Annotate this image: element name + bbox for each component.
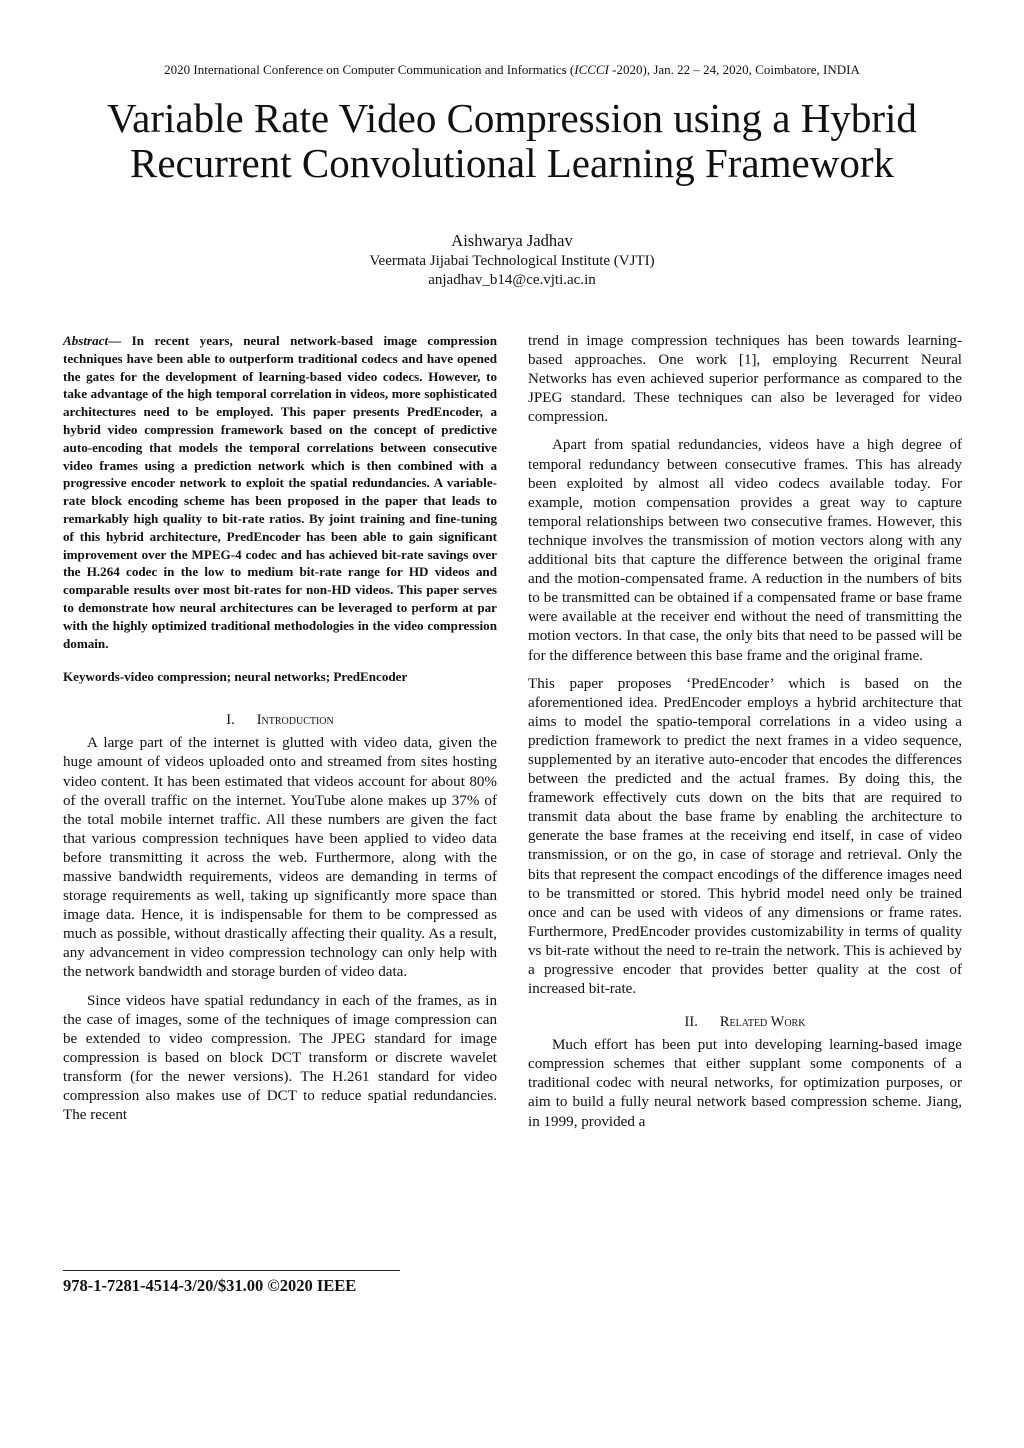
section-title: Introduction: [256, 712, 334, 729]
left-column: [63, 332, 497, 1125]
section-number: I.: [226, 712, 235, 729]
keywords: Keywords-video compression; neural networks; PredEncoder: [63, 669, 408, 685]
section-heading-introduction: [63, 711, 497, 729]
abstract-label: Abstract—: [63, 333, 122, 348]
right-column: [528, 332, 962, 1132]
conference-header-pre: 2020 International Conference on Computer Communication and Informatics (: [164, 62, 575, 77]
author-name: Aishwarya Jadhav: [451, 231, 573, 250]
author-affiliation: Veermata Jijabai Technological Institute (VJTI): [369, 253, 655, 269]
intro-continuation: trend in image compression techniques has been towards learning-based approaches. One work [1], employing Recurrent Neural Networks has even achieved superior performance as compared to the JPEG standard. These techniques can also be leveraged for video compression.: [528, 333, 962, 426]
conference-header-post: -2020), Jan. 22 – 24, 2020, Coimbatore, INDIA: [608, 62, 860, 77]
intro-paragraph-2: Since videos have spatial redundancy in each of the frames, as in the case of images, some of the techniques of image compression can be extended to video compression. The JPEG standard for image compression is based on block DCT transform or discrete wavelet transform (for the newer versions). The H.261 standard for video compression also makes use of DCT to reduce spatial redundancies. The recent: [63, 992, 497, 1124]
paper-title: [40, 96, 984, 186]
paper-title-line-2: Recurrent Convolutional Learning Framework: [130, 140, 894, 186]
intro-paragraph-3: Apart from spatial redundancies, videos have a high degree of temporal redundancy between consecutive frames. This has already been exploited by almost all video codecs available today. For example, motion compensation provides a great way to capture temporal relationships between two consecutive frames. However, this technique involves the transmission of motion vectors along with any additional bits that capture the difference between the original frame and the motion-compensated frame. A reduction in the numbers of bits to be transmitted can be obtained if a compensated frame or base frame were available at the receiver end without the need of transmitting the motion vectors. In that case, the only bits that need to be passed will be for the difference between this base frame and the original frame.: [528, 437, 962, 664]
copyright-footer: 978-1-7281-4514-3/20/$31.00 ©2020 IEEE: [63, 1276, 357, 1295]
author-block: [0, 230, 1024, 290]
paper-title-line-1: Variable Rate Video Compression using a Hybrid: [107, 95, 917, 141]
intro-paragraph-4: This paper proposes ‘PredEncoder’ which is based on the aforementioned idea. PredEncoder employs a hybrid architecture that aims to model the spatio-temporal correlations in a video using a prediction framework to predict the next frames in a video sequence, supplemented by an iterative auto-encoder that encodes the differences between the predicted and the actual frames. By doing this, the framework effectively cuts down on the bits that are required to transmit data about the base frame by enabling the architecture to generate the base frames at the receiving end itself, in case of video transmission, or on the go, in case of storage and retrieval. Only the bits that represent the compact encodings of the difference images need to be transmitted or stored. This hybrid model need only be trained once and can be used with videos of any dimensions or frame rates. Furthermore, PredEncoder provides customizability in terms of quality vs bit-rate without the need to re-train the network. This is achieved by a progressive encoder that provides better quality at the cost of increased bit-rate.: [528, 675, 962, 998]
author-email: anjadhav_b14@ce.vjti.ac.in: [428, 272, 596, 288]
abstract: [63, 332, 497, 652]
section-number: II.: [684, 1014, 698, 1031]
related-work-paragraph: Much effort has been put into developing learning-based image compression schemes that either supplant some components of a traditional codec with neural networks, for optimization purposes, or aim to build a fully neural network based compression scheme. Jiang, in 1999, provided a: [528, 1037, 962, 1130]
abstract-text: In recent years, neural network-based image compression techniques have been able to outperform traditional codecs and have opened the gates for the development of learning-based video codecs. However, to take advantage of the high temporal correlation in videos, more sophisticated architectures need to be employed. This paper presents PredEncoder, a hybrid video compression framework based on the concept of predictive auto-encoding that models the temporal correlations between consecutive video frames using a prediction network which is then combined with a progressive encoder network to exploit the spatial redundancies. A variable-rate block encoding scheme has been proposed in the paper that leads to remarkably high quality to bit-rate ratios. By joint training and fine-tuning of this hybrid architecture, PredEncoder has been able to gain significant improvement over the MPEG-4 codec and has achieved bit-rate savings over the H.264 codec in the low to medium bit-rate range for HD videos and comparable results over most bit-rates for non-HD videos. This paper serves to demonstrate how neural architectures can be leveraged to perform at par with the highly optimized traditional methodologies in the video compression domain.: [63, 333, 497, 651]
intro-paragraph-1: A large part of the internet is glutted with video data, given the huge amount of videos uploaded onto and streamed from sites hosting video content. It has been estimated that videos account for about 80% of the overall traffic on the internet. YouTube alone makes up 37% of the total mobile internet traffic. All these numbers are given the fact that various compression techniques have been applied to video data before transmitting it across the web. Furthermore, along with the massive bandwidth requirements, videos are demanding in terms of storage requirements as well, taking up significantly more space than image data. Hence, it is indispensable for them to be compressed as much as possible, without drastically affecting their quality. As a result, any advancement in video compression technology can only help with the network bandwidth and storage burden of video data.: [63, 735, 497, 981]
conference-header: [0, 62, 1024, 78]
footer-rule: [63, 1270, 400, 1271]
section-heading-related-work: [528, 1013, 962, 1031]
section-title: Related Work: [719, 1014, 806, 1031]
conference-acronym: ICCCI: [574, 62, 609, 77]
